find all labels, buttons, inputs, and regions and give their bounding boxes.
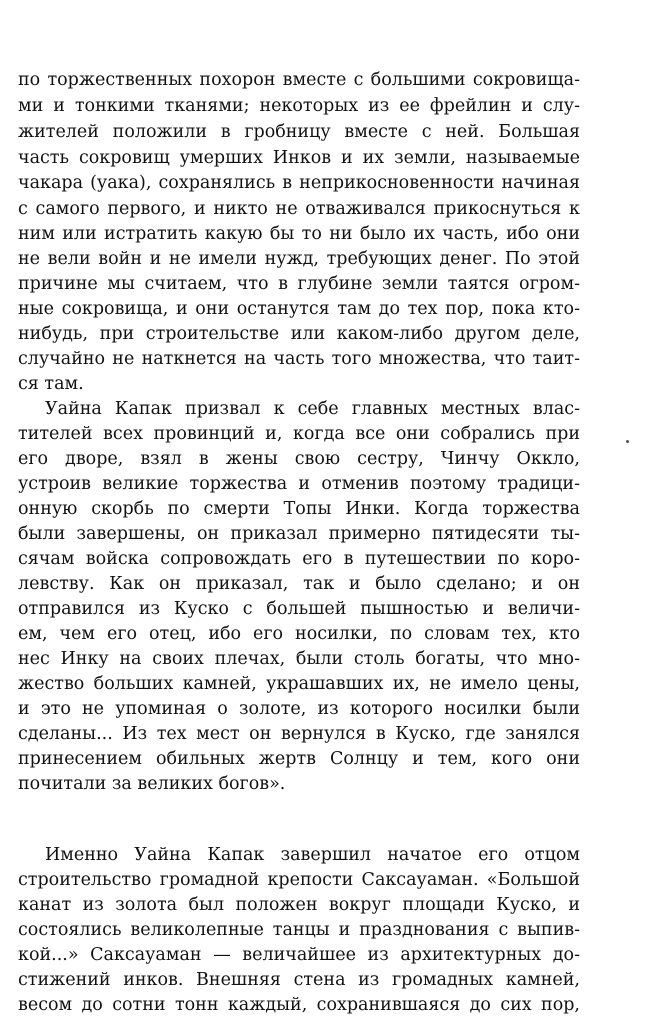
text-line: тителей всех провинций и, когда все они собрались при [18, 424, 580, 444]
text-line: ные сокровища, и они останутся там до тех пор, пока кто- [18, 299, 580, 319]
text-line: ним или истратить какую бы то ни было их часть, ибо они [18, 224, 580, 244]
scan-speck [626, 440, 629, 443]
text-line: канат из золота был положен вокруг площади Куско, и [18, 895, 580, 915]
text-line: стижений инков. Внешняя стена из громадных камней, [18, 970, 580, 990]
text-line: причине мы считаем, что в глубине земли таятся огром- [18, 274, 580, 294]
text-line: не вели войн и не имели нужд, требующих денег. По этой [18, 249, 580, 269]
text-line-indented: Уайна Капак призвал к себе главных местных влас- [45, 399, 580, 419]
text-line: онную скорбь по смерти Топы Инки. Когда торжества [18, 499, 580, 519]
text-line: с самого первого, и никто не отваживался прикоснуться к [18, 199, 580, 219]
text-line: ем, чем его отец, ибо его носилки, по словам тех, кто [18, 624, 580, 644]
text-line-indented: Именно Уайна Капак завершил начатое его отцом [45, 845, 580, 865]
text-line: ми и тонкими тканями; некоторых из ее фрейлин и слу- [18, 96, 580, 116]
text-line: сделаны... Из тех мест он вернулся в Куско, где занялся [18, 724, 580, 744]
text-line: по торжественных похорон вместе с большими сокровища- [18, 70, 580, 90]
text-line: жителей положили в гробницу вместе с ней. Большая [18, 122, 580, 142]
text-line: весом до сотни тонн каждый, сохранившаяся до сих пор, [18, 995, 580, 1015]
text-line-last: почитали за великих богов». [18, 774, 286, 794]
text-line: жество больших камней, украшавших их, не имело цены, [18, 674, 580, 694]
text-line: нес Инку на своих плечах, были столь богаты, что мно- [18, 649, 580, 669]
text-line: строительство громадной крепости Саксауаман. «Большой [18, 870, 580, 890]
text-line: сячам войска сопровождать его в путешествии по коро- [18, 549, 580, 569]
text-line: принесением обильных жертв Солнцу и тем, кого они [18, 749, 580, 769]
text-line: случайно не наткнется на часть того множества, что таит- [18, 349, 580, 369]
text-line: были завершены, он приказал примерно пятидесяти ты- [18, 524, 580, 544]
text-line: состоялись великолепные танцы и празднования с выпив- [18, 920, 580, 940]
text-line: чакара (уака), сохранялись в неприкосновенности начиная [18, 173, 580, 193]
text-line: левству. Как он приказал, так и было сделано; и он [18, 574, 580, 594]
text-line: часть сокровищ умерших Инков и их земли, называемые [18, 148, 580, 168]
text-line-last: ся там. [18, 374, 84, 394]
text-line: нибудь, при строительстве или каком-либо другом деле, [18, 324, 580, 344]
text-line: кой...» Саксауаман — величайшее из архитектурных до- [18, 945, 580, 965]
text-line: устроив великие торжества и отменив поэтому традици- [18, 474, 580, 494]
text-line: и это не упоминая о золоте, из которого носилки были [18, 699, 580, 719]
text-line: его дворе, взял в жены свою сестру, Чинчу Оккло, [18, 449, 580, 469]
text-line: отправился из Куско с большей пышностью и величи- [18, 599, 580, 619]
